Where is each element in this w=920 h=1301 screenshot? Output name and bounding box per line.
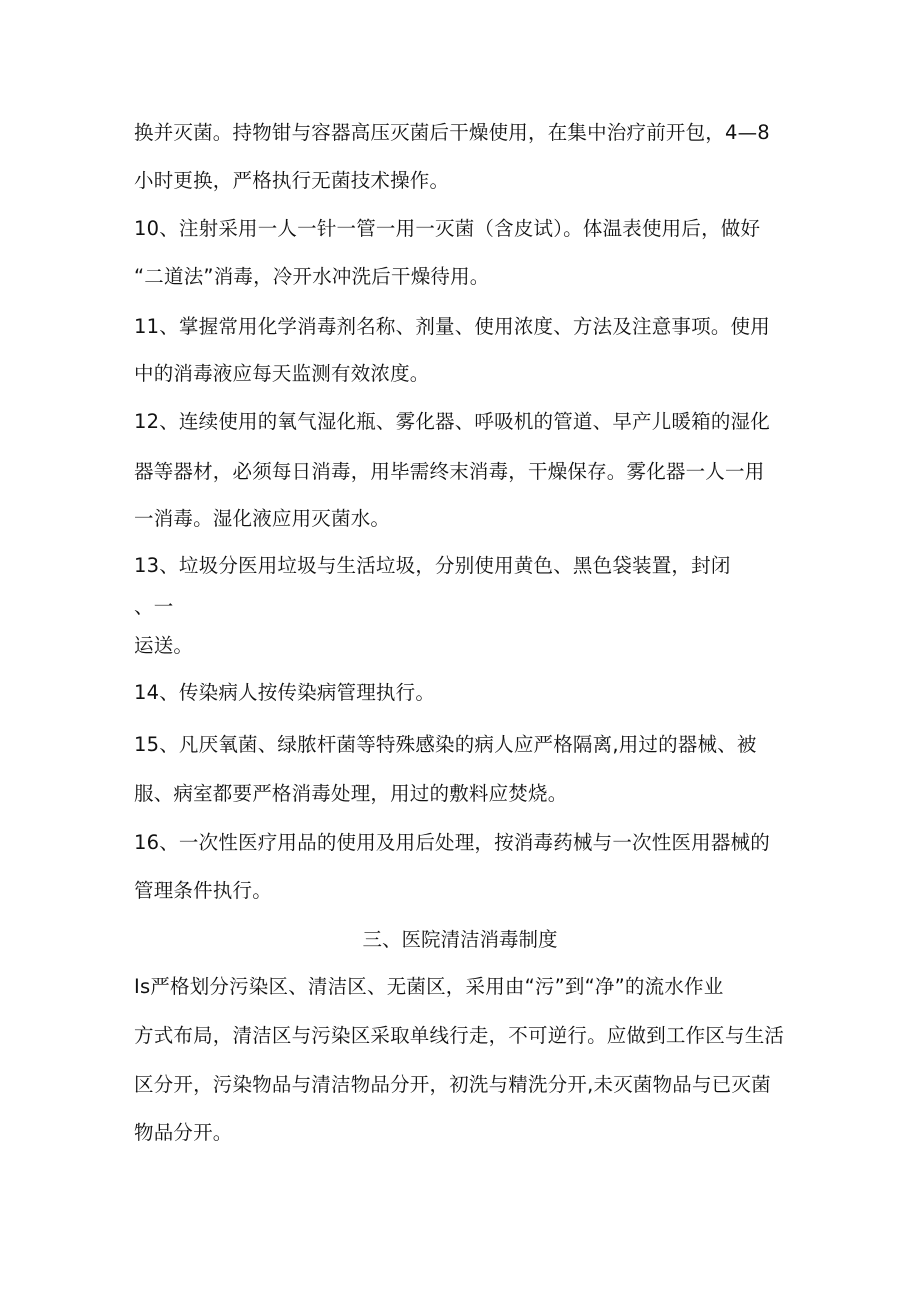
text-line: 中的消毒液应每天监测有效浓度。 (134, 362, 430, 385)
text-line: 方式布局，清洁区与污染区采取单线行走，不可逆行。应做到工作区与生活 (134, 1024, 785, 1047)
section-heading: 三、医院清洁消毒制度 (362, 928, 558, 951)
text-line: 小时更换，严格执行无菌技术操作。 (134, 169, 450, 192)
text-line: 管理条件执行。 (134, 879, 272, 902)
text-line: 区分开，污染物品与清洁物品分开，初洗与精洗分开,未灭菌物品与已灭菌 (134, 1073, 771, 1096)
text-line: 物品分开。 (134, 1121, 233, 1144)
text-line: 13、垃圾分医用垃圾与生活垃圾，分别使用黄色、黑色袋装置，封闭 (134, 554, 731, 577)
text-line: Is严格划分污染区、清洁区、无菌区，采用由“污”到“净”的流水作业 (134, 975, 724, 998)
text-line: “二道法”消毒，冷开水冲洗后干燥待用。 (134, 265, 490, 288)
text-line: 一消毒。湿化液应用灭菌水。 (134, 507, 391, 530)
text-line: 器等器材，必须每日消毒，用毕需终末消毒，干燥保存。雾化器一人一用 (134, 460, 765, 483)
text-line: 11、掌握常用化学消毒剂名称、剂量、使用浓度、方法及注意事项。使用 (134, 315, 770, 338)
text-line: 15、凡厌氧菌、绿脓杆菌等特殊感染的病人应严格隔离,用过的器械、被 (134, 733, 757, 756)
text-line: 14、传染病人按传染病管理执行。 (134, 681, 436, 704)
text-line: 12、连续使用的氧气湿化瓶、雾化器、呼吸机的管道、早产儿暖箱的湿化 (134, 410, 770, 433)
text-line: 换并灭菌。持物钳与容器高压灭菌后干燥使用，在集中治疗前开包，4—8 (134, 121, 770, 144)
text-line: 运送。 (134, 634, 194, 657)
text-line: 、一 (134, 595, 174, 618)
text-line: 10、注射采用一人一针一管一用一灭菌（含皮试）。体温表使用后，做好 (134, 217, 761, 240)
text-line: 服、病室都要严格消毒处理，用过的敷料应焚烧。 (134, 782, 568, 805)
text-line: 16、一次性医疗用品的使用及用后处理，按消毒药械与一次性医用器械的 (134, 831, 770, 854)
